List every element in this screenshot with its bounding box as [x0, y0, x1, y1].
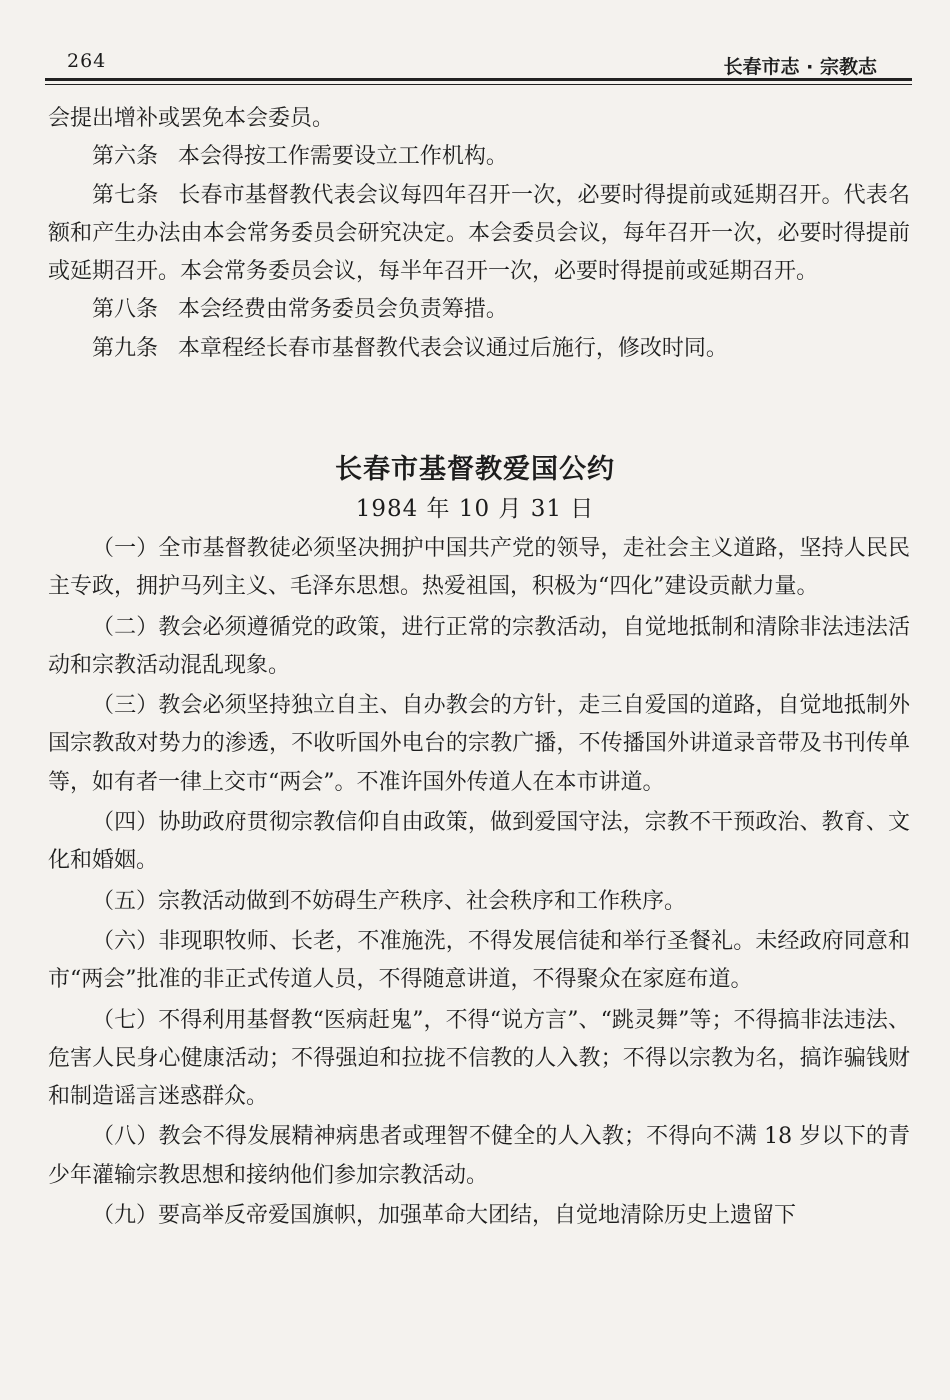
continuation-paragraph: 会提出增补或罢免本会委员。	[48, 106, 335, 131]
covenant-item: （七）不得利用基督教“医病赶鬼”，不得“说方言”、“跳灵舞”等；不得搞非法违法、危害人民身心健康活动；不得强迫和拉拢不信教的人入教；不得以宗教为名，搞诈骗钱财和制造谣言迷惑群众。	[48, 1007, 910, 1110]
page-header	[45, 44, 912, 84]
covenant-item: （四）协助政府贯彻宗教信仰自由政策，做到爱国守法，宗教不干预政治、教育、文化和婚姻。	[48, 810, 910, 874]
header-rule-thick	[45, 78, 912, 81]
covenant-item: （五）宗教活动做到不妨碍生产秩序、社会秩序和工作秩序。	[92, 888, 687, 914]
article-label: 第六条	[92, 144, 159, 170]
article-paragraph	[48, 177, 910, 292]
covenant-item: （九）要高举反帝爱国旗帜，加强革命大团结，自觉地清除历史上遗留下	[92, 1203, 797, 1229]
covenant-date: 1984 年 10 月 31 日	[355, 496, 595, 522]
covenant-item: （三）教会必须坚持独立自主、自办教会的方针，走三自爱国的道路，自觉地抵制外国宗教敌对势力的渗透，不收听国外电台的宗教广播，不传播国外讲道录音带及书刊传单等，如有者一律上交市“两会”。不准许国外传道人在本市讲道。	[48, 693, 910, 795]
article-paragraph	[48, 138, 910, 176]
running-title: 长春市志 · 宗教志	[723, 56, 877, 78]
covenant-item: （二）教会必须遵循党的政策，进行正常的宗教活动，自觉地抵制和清除非法违法活动和宗教活动混乱现象。	[48, 614, 910, 678]
covenant-item: （六）非现职牧师、长老，不准施洗，不得发展信徒和举行圣餐礼。未经政府同意和市“两会”批准的非正式传道人员，不得随意讲道，不得聚众在家庭布道。	[48, 928, 910, 993]
covenant-title: 长春市基督教爱国公约	[335, 454, 615, 485]
charter-articles	[48, 100, 910, 368]
article-text: 本章程经长春市基督教代表会议通过后施行，修改时同。	[177, 335, 728, 361]
article-paragraph	[48, 330, 910, 368]
article-label: 第八条	[92, 297, 159, 323]
article-label: 第七条	[92, 182, 159, 208]
article-label: 第九条	[92, 335, 159, 361]
article-text: 本会经费由常务委员会负责筹措。	[177, 297, 508, 323]
header-rule-thin	[45, 84, 912, 85]
covenant-item: （一）全市基督教徒必须坚决拥护中国共产党的领导，走社会主义道路，坚持人民民主专政，拥护马列主义、毛泽东思想。热爱祖国，积极为“四化”建设贡献力量。	[48, 536, 910, 600]
covenant-items	[48, 530, 910, 1237]
article-paragraph	[48, 291, 910, 329]
article-text: 长春市基督教代表会议每四年召开一次，必要时得提前或延期召开。代表名额和产生办法由本会常务委员会研究决定。本会委员会议，每年召开一次，必要时得提前或延期召开。本会常务委员会议，每半年召开一次，必要时得提前或延期召开。	[48, 182, 910, 285]
article-text: 本会得按工作需要设立工作机构。	[177, 144, 508, 170]
page-number: 264	[67, 50, 107, 72]
covenant-item: （八）教会不得发展精神病患者或理智不健全的人入教；不得向不满 18 岁以下的青少年灌输宗教思想和接纳他们参加宗教活动。	[48, 1124, 910, 1188]
